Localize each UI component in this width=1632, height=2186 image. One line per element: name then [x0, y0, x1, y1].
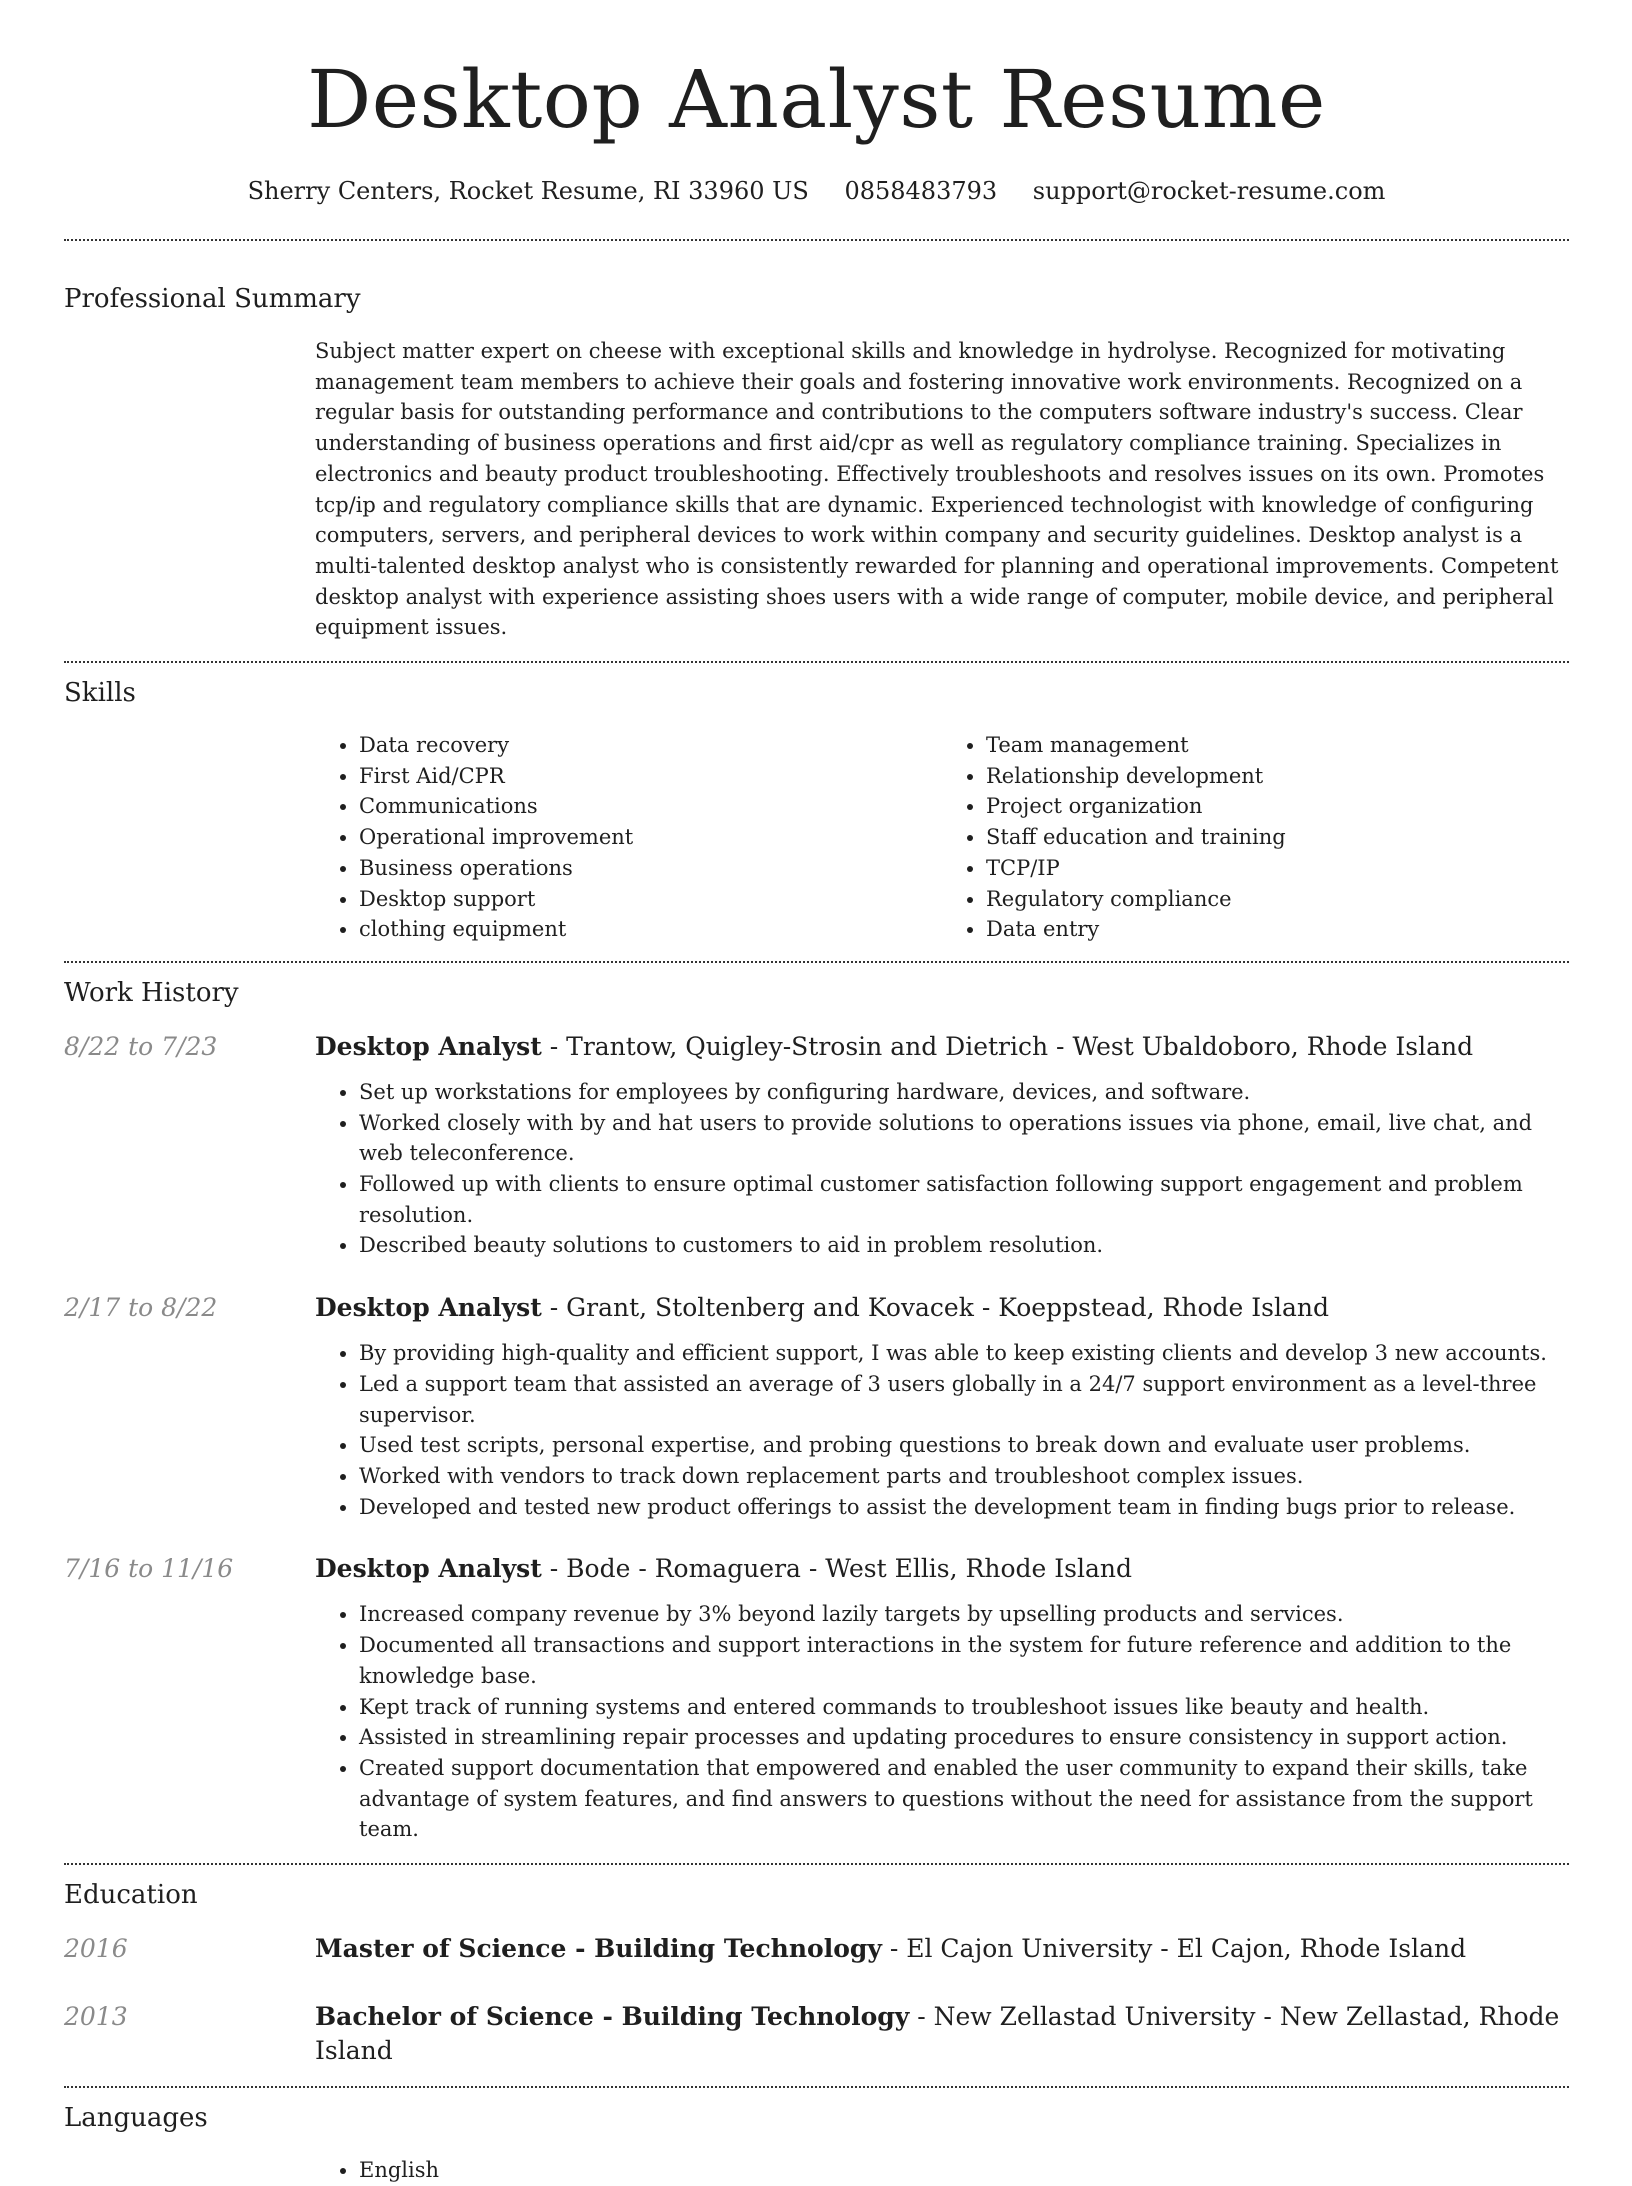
job-bullets	[315, 1599, 1569, 1845]
languages-body	[315, 2155, 1569, 2186]
job-bullet: • Created support documentation that empowered and enabled the user community to expand their skills, take advantage of system features, and find answers to questions without the need for assistance from the support team.	[359, 1753, 1569, 1845]
education-heading: Education	[64, 1880, 198, 1911]
job-entry	[64, 1030, 1569, 1261]
education-title	[315, 2000, 1569, 2068]
job-employer: - Trantow, Quigley-Strosin and Dietrich - West Ubaldoboro, Rhode Island	[541, 1031, 1474, 1061]
job-bullet: • Set up workstations for employees by configuring hardware, devices, and software.	[359, 1077, 1569, 1108]
job-bullet: • Led a support team that assisted an average of 3 users globally in a 24/7 support environment as a level-three supervisor.	[359, 1369, 1569, 1430]
job-role: Desktop Analyst	[315, 1031, 542, 1061]
languages-list	[315, 2155, 1569, 2186]
education-school: - El Cajon University - El Cajon, Rhode Island	[881, 1934, 1467, 1964]
skill-item: • First Aid/CPR	[359, 761, 942, 792]
job-dates: 8/22 to 7/23	[64, 1031, 218, 1061]
skill-item: • Project organization	[986, 791, 1569, 822]
skill-item: • Team management	[986, 730, 1569, 761]
skill-item: • Desktop support	[359, 884, 942, 915]
job-role: Desktop Analyst	[315, 1293, 542, 1323]
education-title	[315, 1932, 1466, 1966]
education-entry	[64, 2000, 1569, 2068]
skill-item: • Communications	[359, 791, 942, 822]
language-item: • English	[359, 2155, 1569, 2186]
contact-email: support@rocket-resume.com	[1032, 177, 1386, 205]
job-employer: - Grant, Stoltenberg and Kovacek - Koeppstead, Rhode Island	[541, 1293, 1329, 1323]
summary-text: Subject matter expert on cheese with exceptional skills and knowledge in hydrolyse. Recognized for motivating management team members to achieve their goals and fostering innovative work environments. Recognized on a regular basis for outstanding performance and contributions to the computers software industry's success. Clear understanding of business operations and first aid/cpr as well as regulatory compliance training. Specializes in electronics and beauty product troubleshooting. Effectively troubleshoots and resolves issues on its own. Promotes tcp/ip and regulatory compliance skills that are dynamic. Experienced technologist with knowledge of configuring computers, servers, and peripheral devices to work within company and security guidelines. Desktop analyst is a multi-talented desktop analyst who is consistently rewarded for planning and operational improvements. Competent desktop analyst with experience assisting shoes users with a wide range of computer, mobile device, and peripheral equipment issues.	[315, 339, 1559, 640]
job-role: Desktop Analyst	[315, 1554, 542, 1584]
summary-body	[315, 336, 1569, 643]
job-entry	[64, 1291, 1569, 1522]
work-section	[64, 963, 1569, 1845]
skill-item: • Data entry	[986, 914, 1569, 945]
job-bullet: • Documented all transactions and support interactions in the system for future reference and addition to the knowledge base.	[359, 1630, 1569, 1691]
job-bullet: • Worked with vendors to track down replacement parts and troubleshoot complex issues.	[359, 1461, 1569, 1492]
skill-item: • TCP/IP	[986, 853, 1569, 884]
job-dates: 2/17 to 8/22	[64, 1293, 218, 1323]
job-bullet: • Worked closely with by and hat users to provide solutions to operations issues via phone, email, live chat, and web teleconference.	[359, 1108, 1569, 1169]
skills-grid	[315, 730, 1569, 945]
skill-item: • Data recovery	[359, 730, 942, 761]
job-bullet: • Used test scripts, personal expertise, and probing questions to break down and evaluate user problems.	[359, 1430, 1569, 1461]
resume-title: Desktop Analyst Resume	[307, 53, 1326, 146]
job-bullet: • Increased company revenue by 3% beyond lazily targets by upselling products and services.	[359, 1599, 1569, 1630]
job-title	[315, 1030, 1569, 1064]
job-bullet: • Developed and tested new product offerings to assist the development team in finding bugs prior to release.	[359, 1492, 1569, 1523]
job-entry	[64, 1552, 1569, 1845]
skills-section	[64, 663, 1569, 945]
job-bullet: • Kept track of running systems and entered commands to troubleshoot issues like beauty and health.	[359, 1692, 1569, 1723]
education-year: 2013	[64, 2002, 128, 2032]
job-bullets	[315, 1077, 1569, 1261]
skill-item: • Staff education and training	[986, 822, 1569, 853]
job-employer: - Bode - Romaguera - West Ellis, Rhode Island	[541, 1554, 1132, 1584]
work-heading: Work History	[64, 977, 239, 1008]
education-entry	[64, 1932, 1569, 1966]
skill-item: • Operational improvement	[359, 822, 942, 853]
education-degree: Bachelor of Science - Building Technology	[315, 2002, 910, 2032]
education-year: 2016	[64, 1934, 128, 1964]
languages-heading: Languages	[64, 2103, 208, 2134]
education-school: - New Zellastad University - New Zellastad, Rhode Island	[315, 2002, 1560, 2066]
job-bullet: • By providing high-quality and efficient support, I was able to keep existing clients and develop 3 new accounts.	[359, 1338, 1569, 1369]
job-main	[315, 1030, 1569, 1261]
skill-item: • Regulatory compliance	[986, 884, 1569, 915]
education-section	[64, 1865, 1569, 2068]
skills-list-right	[942, 730, 1569, 945]
skills-heading: Skills	[64, 678, 136, 709]
skill-item: • Business operations	[359, 853, 942, 884]
job-bullet: • Followed up with clients to ensure optimal customer satisfaction following support engagement and problem resolution.	[359, 1169, 1569, 1230]
contact-address: Sherry Centers, Rocket Resume, RI 33960 US	[247, 177, 809, 205]
job-title	[315, 1291, 1569, 1325]
job-bullet: • Described beauty solutions to customers to aid in problem resolution.	[359, 1230, 1569, 1261]
summary-section	[64, 241, 1569, 643]
resume-page	[64, 0, 1569, 2186]
skills-list-left	[315, 730, 942, 945]
job-main	[315, 1552, 1569, 1845]
summary-heading: Professional Summary	[64, 284, 361, 314]
job-main	[315, 1291, 1569, 1522]
job-title	[315, 1552, 1569, 1586]
contact-phone: 0858483793	[844, 177, 998, 205]
education-degree: Master of Science - Building Technology	[315, 1934, 882, 1964]
job-bullets	[315, 1338, 1569, 1522]
job-dates: 7/16 to 11/16	[64, 1554, 234, 1584]
languages-section	[64, 2088, 1569, 2186]
skill-item: • clothing equipment	[359, 914, 942, 945]
skill-item: • Relationship development	[986, 761, 1569, 792]
job-bullet: • Assisted in streamlining repair processes and updating procedures to ensure consistency in support action.	[359, 1722, 1569, 1753]
contact-line	[64, 176, 1569, 206]
